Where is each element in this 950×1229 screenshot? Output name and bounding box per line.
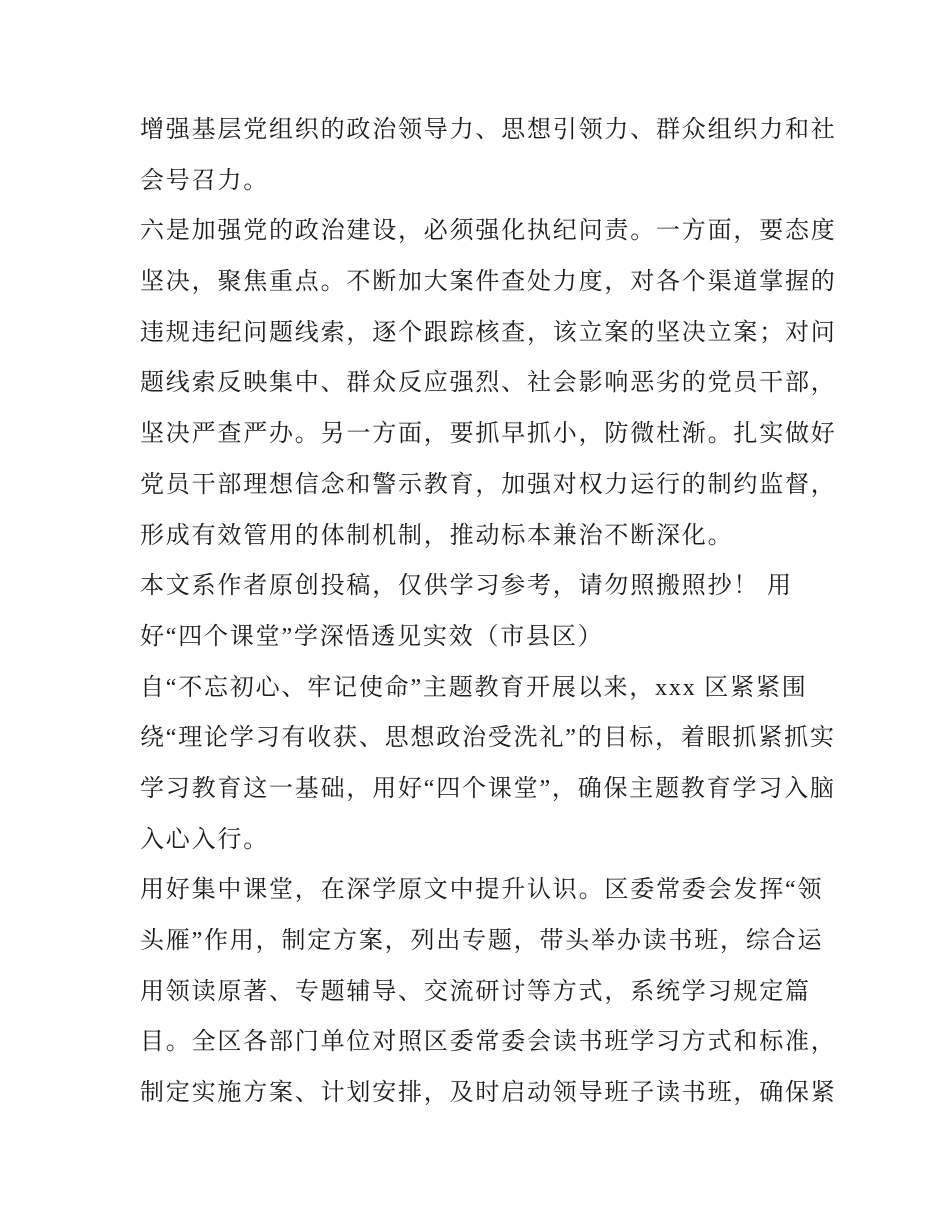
text-line: 坚决严查严办。另一方面，要抓早抓小，防微杜渐。扎实做好 (140, 421, 837, 448)
text-line: 题线索反映集中、群众反应强烈、社会影响恶劣的党员干部， (140, 370, 837, 397)
text-line: 会号召力。 (140, 167, 269, 194)
text-line: 头雁”作用，制定方案，列出专题，带头举办读书班，综合运 (140, 928, 824, 954)
text-line: 违规违纪问题线索，逐个跟踪核查，该立案的坚决立案；对问 (140, 319, 837, 346)
document-page (140, 105, 837, 1119)
text-line: 入心入行。 (140, 826, 269, 853)
text-line: 本文系作者原创投稿，仅供学习参考，请勿照搬照抄！ 用 (140, 573, 793, 600)
text-line: 学习教育这一基础，用好“四个课堂”，确保主题教育学习入脑 (140, 775, 836, 802)
text-line: 自“不忘初心、牢记使命”主题教育开展以来，xxx 区紧紧围 (140, 674, 808, 701)
text-line: 目。全区各部门单位对照区委常委会读书班学习方式和标准， (140, 1029, 837, 1056)
text-line: 制定实施方案、计划安排，及时启动领导班子读书班，确保紧 (140, 1080, 837, 1107)
text-line: 党员干部理想信念和警示教育，加强对权力运行的制约监督， (140, 471, 837, 498)
section-title: 好“四个课堂”学深悟透见实效（市县区） (140, 623, 604, 650)
text-line: 用好集中课堂，在深学原文中提升认识。区委常委会发挥“领 (140, 877, 824, 904)
text-line: 绕“理论学习有收获、思想政治受洗礼”的目标，着眼抓紧抓实 (140, 725, 836, 752)
text-line: 形成有效管用的体制机制，推动标本兼治不断深化。 (140, 522, 734, 549)
text-line: 六是加强党的政治建设，必须强化执纪问责。一方面，要态度 (140, 218, 837, 245)
text-line: 坚决，聚焦重点。不断加大案件查处力度，对各个渠道掌握的 (140, 269, 837, 296)
text-line: 用领读原著、专题辅导、交流研讨等方式，系统学习规定篇 (140, 978, 811, 1005)
text-line: 增强基层党组织的政治领导力、思想引领力、群众组织力和社 (140, 117, 837, 143)
